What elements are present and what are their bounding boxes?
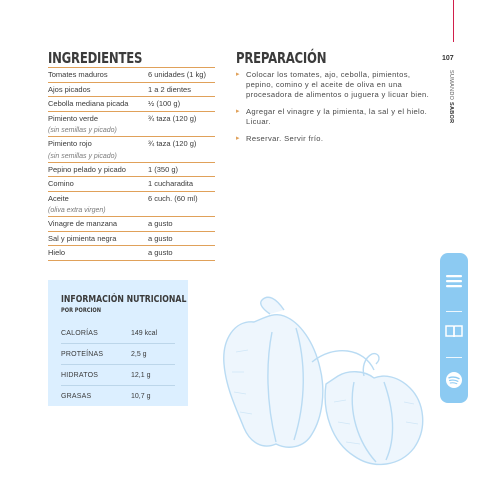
nutrition-row [61, 344, 175, 365]
step-text: Agregar el vinagre y la pimienta, la sal y el hielo. Licuar. [246, 107, 428, 126]
nutrition-box [48, 280, 188, 406]
ingredient-row [48, 82, 215, 97]
ingredient-name: Cebolla mediana picada [48, 99, 129, 109]
ingredient-row [48, 231, 215, 246]
ingredient-qty: 1 (350 g) [148, 164, 179, 174]
ingredient-qty: a gusto [148, 248, 173, 258]
nutrition-value: 149 kcal [131, 329, 158, 337]
ingredient-row [48, 96, 215, 111]
ingredient-name: Hielo [48, 248, 66, 258]
ingredient-name: Pimiento rojo [48, 139, 92, 149]
brand-label [448, 70, 454, 123]
nutrition-label: PROTEÍNAS [61, 350, 104, 358]
ingredient-name: Ajos picados [48, 84, 91, 94]
ingredient-name: Tomates maduros [48, 70, 108, 80]
ingredient-qty: 6 cuch. (60 ml) [148, 193, 198, 203]
step-text: Reservar. Servir frío. [246, 134, 324, 143]
pepper-illustration [214, 292, 432, 480]
page-number: 107 [442, 55, 454, 62]
nutrition-row [61, 386, 175, 407]
menu-icon[interactable] [444, 271, 464, 291]
ingredient-qty: a gusto [148, 233, 173, 243]
ingredient-name: Comino [48, 179, 74, 189]
nutrition-value: 10,7 g [131, 393, 151, 400]
preparation-steps [236, 70, 436, 151]
ingredient-row [48, 136, 215, 162]
ingredient-row [48, 111, 215, 137]
preparation-step [236, 134, 436, 144]
nutrition-value: 2,5 g [131, 350, 147, 358]
ingredient-note: (oliva extra virgen) [48, 207, 106, 214]
step-text: Colocar los tomates, ajo, cebolla, pimientos, pepino, comino y el aceite de oliva en una procesadora de alimentos o juguera y licuar bien. [246, 70, 430, 99]
nutrition-label: GRASAS [61, 393, 92, 400]
nutrition-row [61, 323, 175, 344]
bullet-icon: ▸ [236, 108, 240, 115]
ingredient-note: (sin semillas y picado) [48, 152, 117, 160]
ingredient-qty: ½ (100 g) [148, 99, 181, 109]
nutrition-label: HIDRATOS [61, 371, 99, 379]
ingredient-qty: 1 cucharadita [148, 179, 194, 189]
ingredient-note: (sin semillas y picado) [48, 127, 117, 134]
ingredient-name: Sal y pimienta negra [48, 233, 117, 243]
nutrition-table [61, 323, 175, 407]
ingredient-qty: 1 a 2 dientes [148, 84, 191, 94]
brand-light: SUMANDO [448, 70, 454, 101]
bullet-icon: ▸ [236, 135, 240, 142]
ingredient-qty: 6 unidades (1 kg) [148, 70, 206, 80]
ingredients-title: INGREDIENTES [48, 49, 143, 67]
nutrition-label: CALORÍAS [61, 329, 98, 337]
ingredient-name: Vinagre de manzana [48, 219, 118, 229]
ingredient-qty: a gusto [148, 219, 173, 229]
ingredient-row [48, 245, 215, 261]
page-edge-line [453, 0, 454, 42]
ingredient-row [48, 162, 215, 177]
ingredient-name: Aceite [48, 193, 69, 203]
ingredient-row [48, 216, 215, 231]
toolbar-divider [446, 311, 462, 312]
nutrition-row [61, 365, 175, 386]
book-icon[interactable] [444, 321, 464, 341]
toolbar-divider [446, 357, 462, 358]
preparation-title: PREPARACIÓN [236, 49, 327, 67]
nutrition-subtitle: POR PORCIÓN [61, 307, 102, 314]
bullet-icon: ▸ [236, 71, 240, 78]
brand-bold: SABOR [448, 102, 454, 124]
side-toolbar [440, 253, 468, 403]
ingredient-name: Pepino pelado y picado [48, 164, 126, 174]
ingredient-qty: ¾ taza (120 g) [148, 139, 197, 149]
preparation-step [236, 107, 436, 127]
ingredient-qty: ¾ taza (120 g) [148, 113, 197, 123]
ingredients-table [48, 67, 215, 261]
ingredient-name: Pimiento verde [48, 113, 99, 123]
ingredient-row [48, 176, 215, 191]
nutrition-value: 12,1 g [131, 371, 151, 379]
spotify-icon[interactable] [444, 370, 464, 390]
nutrition-title: INFORMACIÓN NUTRICIONAL [61, 294, 187, 305]
ingredient-row [48, 191, 215, 217]
preparation-step [236, 70, 436, 100]
ingredient-row [48, 67, 215, 82]
